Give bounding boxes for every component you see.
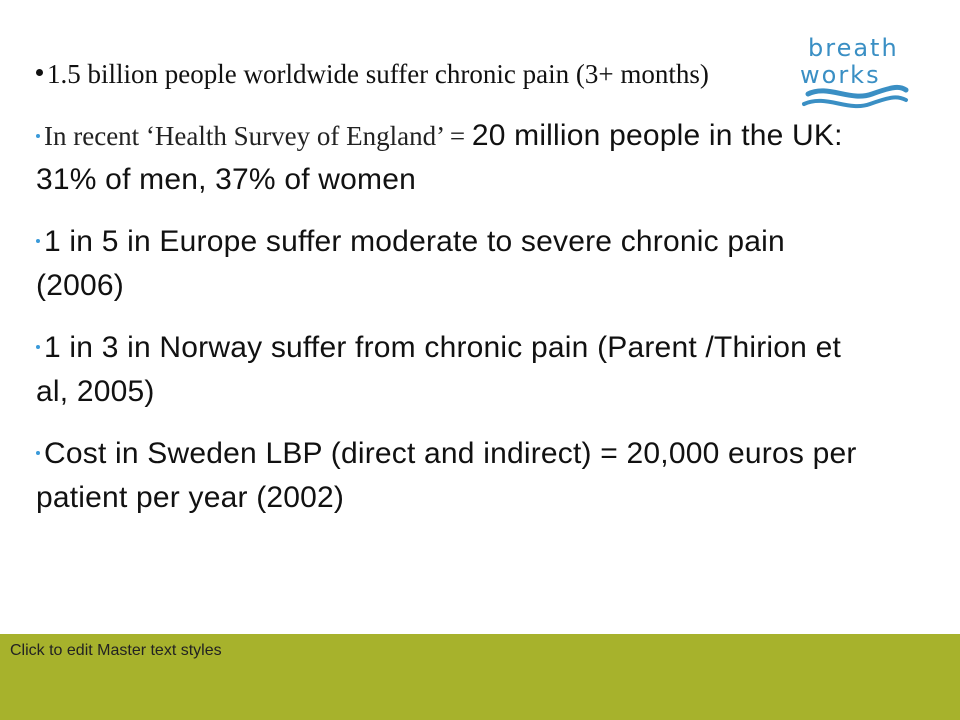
bullet-dot-icon	[36, 345, 40, 349]
bullet-list	[36, 54, 876, 520]
logo-text-works: works	[800, 61, 881, 89]
bullet-dot-icon	[36, 451, 40, 455]
bullet-dot-icon	[36, 239, 40, 243]
bullet-dot-icon	[36, 69, 43, 76]
bullet-item-3	[36, 220, 876, 308]
bullet-item-5	[36, 432, 876, 520]
bullet-text-5: Cost in Sweden LBP (direct and indirect) = 20,000 euros per patient per year (2002)	[36, 437, 857, 514]
bullet-item-1	[36, 54, 876, 94]
bullet-text-2-serif: In recent ‘Health Survey of England’ =	[44, 121, 472, 151]
footer-bar	[0, 634, 960, 720]
bullet-item-4	[36, 326, 876, 414]
bullet-text-4: 1 in 3 in Norway suffer from chronic pain (Parent /Thirion et al, 2005)	[36, 331, 841, 408]
bullet-text-3: 1 in 5 in Europe suffer moderate to severe chronic pain (2006)	[36, 225, 785, 302]
logo-text-breath: breath	[808, 34, 899, 62]
bullet-item-2	[36, 114, 876, 202]
bullet-text-2-sans: 20 million people in the UK: 31% of men, 37% of women	[36, 119, 843, 196]
footer-placeholder-text[interactable]: Click to edit Master text styles	[10, 642, 222, 659]
bullet-text-1: 1.5 billion people worldwide suffer chronic pain (3+ months)	[47, 59, 709, 89]
bullet-dot-icon	[36, 134, 40, 138]
